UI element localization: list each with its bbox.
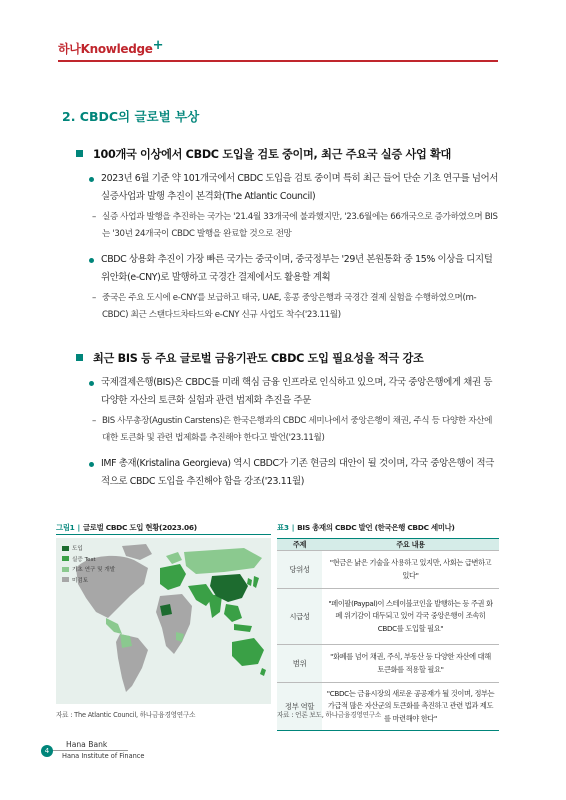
legend-swatch-icon xyxy=(62,567,69,572)
table-header-row xyxy=(277,539,499,551)
detail-item xyxy=(62,290,502,324)
logo-plus-icon: + xyxy=(152,38,164,53)
square-bullet-icon xyxy=(76,150,83,157)
legend-label: 실증 Test xyxy=(72,556,96,563)
legend-item xyxy=(62,576,115,584)
logo-knowledge-text: Knowledge xyxy=(80,42,153,56)
legend-label: 미검토 xyxy=(72,577,89,584)
figure-title: 글로벌 CBDC 도입 현황(2023.06) xyxy=(82,523,197,532)
bis-remarks-table xyxy=(277,538,499,731)
detail-text: BIS 사무총장(Agustin Carstens)은 한국은행과의 CBDC 세미나에서 중앙은행이 채권, 주식 등 다양한 자산에 대한 토큰화 및 관련 법제화를 추진해야 한다고 발언('23.11월) xyxy=(102,416,493,443)
detail-text: 실증 사업과 발행을 추진하는 국가는 '21.4월 33개국에 불과했지만, '23.6월에는 66개국으로 증가하였으며 BIS는 '30년 24개국이 CBDC 발행을 완료할 것으로 전망 xyxy=(102,212,498,239)
header-divider xyxy=(58,60,498,62)
bullet-text: IMF 총재(Kristalina Georgieva) 역시 CBDC가 기존 현금의 대안이 될 것이며, 각국 중앙은행이 적극적으로 CBDC 도입을 추진해야 함을 강조('23.11월) xyxy=(101,458,494,487)
legend-swatch-icon xyxy=(62,546,69,551)
footer-institute-name: Hana Institute of Finance xyxy=(62,752,145,760)
square-bullet-icon xyxy=(76,354,83,361)
legend-item xyxy=(62,555,115,563)
map-legend xyxy=(62,544,115,586)
table-number: 표3 xyxy=(277,523,289,532)
table-row xyxy=(277,589,499,645)
content-cell: "현금은 낡은 기술을 사용하고 있지만, 사회는 급변하고 있다" xyxy=(322,551,499,589)
dash-icon: – xyxy=(92,212,96,222)
content-cell: "페이팔(Paypal)이 스테이블코인을 발행하는 등 주권 화폐 위기감이 대두되고 있어 각국 중앙은행이 조속히 CBDC를 도입할 필요" xyxy=(322,589,499,645)
legend-label: 도입 xyxy=(72,546,83,552)
figure-caption-rule xyxy=(56,534,271,535)
dot-bullet-icon xyxy=(89,177,94,182)
legend-item xyxy=(62,544,115,552)
detail-text: 중국은 주요 도시에 e-CNY를 보급하고 태국, UAE, 홍콩 중앙은행과 국경간 결제 실험을 수행하였으며(m-CBDC) 최근 스탠다드차타드와 e-CNY 신규 사업도 착수('23.11월) xyxy=(102,293,477,320)
caption-divider-icon: | xyxy=(77,523,80,532)
section-2 xyxy=(62,350,502,491)
section-1-heading xyxy=(62,146,502,162)
topic-cell: 당위성 xyxy=(277,551,322,589)
legend-swatch-icon xyxy=(62,577,69,582)
legend-label: 기초 연구 및 개발 xyxy=(72,567,116,573)
content-cell: "화폐를 넘어 채권, 주식, 부동산 등 다양한 자산에 대해 토큰화를 적용할 필요" xyxy=(322,645,499,683)
dot-bullet-icon xyxy=(89,381,94,386)
caption-divider-icon: | xyxy=(291,523,295,532)
dot-bullet-icon xyxy=(89,462,94,467)
detail-item xyxy=(62,413,502,447)
bullet-item xyxy=(62,251,502,287)
legend-swatch-icon xyxy=(62,556,69,561)
page-number: 4 xyxy=(41,745,53,757)
dash-icon: – xyxy=(92,293,96,303)
table-row xyxy=(277,551,499,589)
column-header-content: 주요 내용 xyxy=(322,539,499,551)
table-row xyxy=(277,683,499,731)
bullet-item xyxy=(62,374,502,410)
content-cell: "CBDC는 금융시장의 새로운 공공재가 될 것이며, 정부는 가급적 많은 자산군의 토큰화를 촉진하고 관련 법과 제도를 마련해야 한다" xyxy=(322,683,499,731)
table-title: BIS 총재의 CBDC 발언 (한국은행 CBDC 세미나) xyxy=(297,523,455,532)
footer-divider xyxy=(48,750,128,751)
brand-logo xyxy=(58,40,163,57)
topic-cell: 정부 역할 xyxy=(277,683,322,731)
dot-bullet-icon xyxy=(89,258,94,263)
figure-caption xyxy=(56,522,197,533)
table-row xyxy=(277,645,499,683)
detail-item xyxy=(62,209,502,243)
section-1-heading-text: 100개국 이상에서 CBDC 도입을 검토 중이며, 최근 주요국 실증 사업 확대 xyxy=(93,148,452,161)
bullet-text: 국제결제은행(BIS)은 CBDC를 미래 핵심 금융 인프라로 인식하고 있으며, 각국 중앙은행에게 채권 등 다양한 자산의 토큰화 실험과 관련 법제화 추진을 주문 xyxy=(101,377,493,406)
column-header-topic: 주제 xyxy=(277,539,322,551)
figure-number: 그림1 xyxy=(56,523,75,532)
dash-icon: – xyxy=(92,416,96,426)
world-map-figure xyxy=(56,538,271,704)
section-2-heading-text: 최근 BIS 등 주요 글로벌 금융기관도 CBDC 도입 필요성을 적극 강조 xyxy=(93,352,424,365)
bullet-text: 2023년 6월 기준 약 101개국에서 CBDC 도입을 검토 중이며 특히 최근 들어 단순 기초 연구를 넘어서 실증사업과 발행 추진이 본격화(The Atlantic Council) xyxy=(101,173,499,202)
legend-item xyxy=(62,565,115,573)
bullet-text: CBDC 상용화 추진이 가장 빠른 국가는 중국이며, 중국정부는 '29년 본원통화 중 15% 이상을 디지털 위안화(e-CNY)로 발행하고 국경간 결제에서도 활용할 계획 xyxy=(101,254,493,283)
bullet-item xyxy=(62,455,502,491)
section-title: 2. CBDC의 글로벌 부상 xyxy=(62,109,200,124)
table-caption xyxy=(277,522,455,533)
logo-hana-text: 하나 xyxy=(58,42,81,56)
topic-cell: 범위 xyxy=(277,645,322,683)
table-source: 자료 : 언론 보도, 하나금융경영연구소 xyxy=(277,711,382,719)
figure-source: 자료 : The Atlantic Council, 하나금융경영연구소 xyxy=(56,711,196,719)
section-1 xyxy=(62,146,502,324)
topic-cell: 시급성 xyxy=(277,589,322,645)
footer-bank-name: Hana Bank xyxy=(66,740,108,749)
bullet-item xyxy=(62,170,502,206)
section-2-heading xyxy=(62,350,502,366)
